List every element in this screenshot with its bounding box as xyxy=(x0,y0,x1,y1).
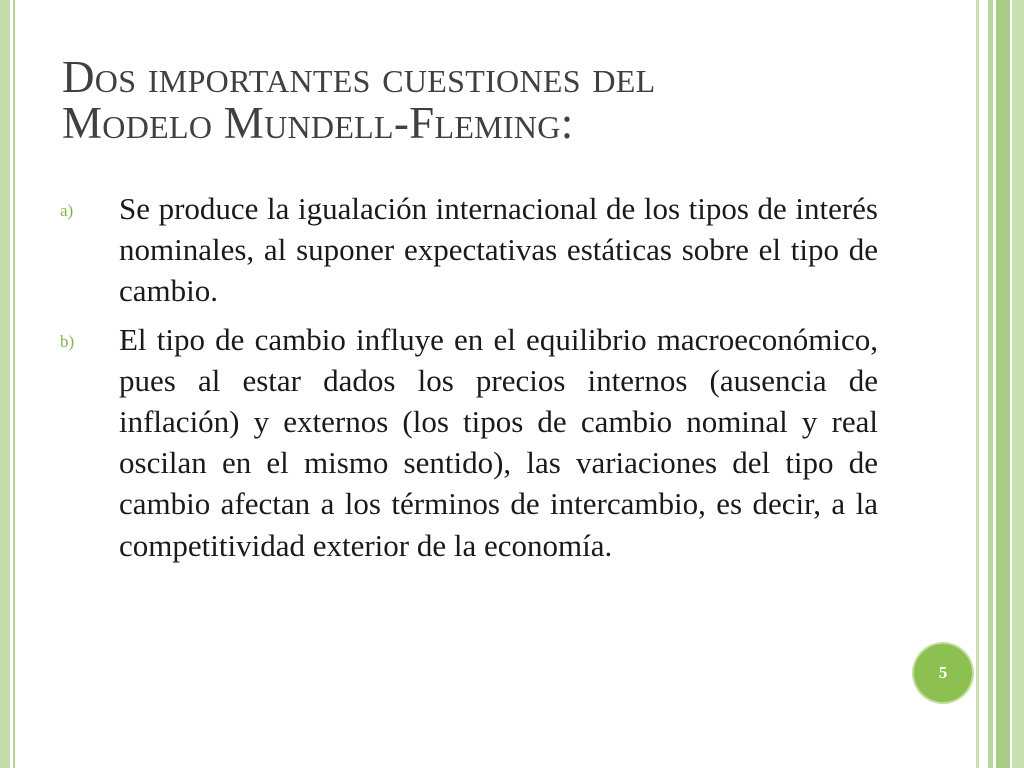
right-decorative-stripe xyxy=(1012,0,1024,768)
left-decorative-stripe xyxy=(0,0,10,768)
list-item-text: Se produce la igualación internacional de los tipos de interés nominales, al suponer expectativas estáticas sobre el tipo de cambio. xyxy=(119,191,878,309)
list-item xyxy=(60,188,878,312)
list-item xyxy=(60,319,878,566)
list-marker: b) xyxy=(60,331,75,351)
slide-title-line-2: Modelo Mundell-Fleming: xyxy=(62,98,574,148)
list-marker: a) xyxy=(60,201,74,220)
page-number-badge: 5 xyxy=(914,644,972,702)
slide-title xyxy=(62,54,942,146)
bullet-list xyxy=(60,188,878,573)
right-decorative-stripe-wide xyxy=(996,0,1010,768)
list-item-text: El tipo de cambio influye en el equilibrio macroeconómico, pues al estar dados los precios internos (ausencia de inflación) y externos (los tipos de cambio nominal y real oscilan en el mismo sentido), las variaciones del tipo de cambio afectan a los términos de intercambio, es decir, a la competitividad exterior de la economía. xyxy=(119,321,878,563)
slide-title-line-1: Dos importantes cuestiones del xyxy=(62,52,656,102)
right-decorative-gap xyxy=(979,0,988,768)
left-decorative-stripe-thin xyxy=(13,0,15,768)
